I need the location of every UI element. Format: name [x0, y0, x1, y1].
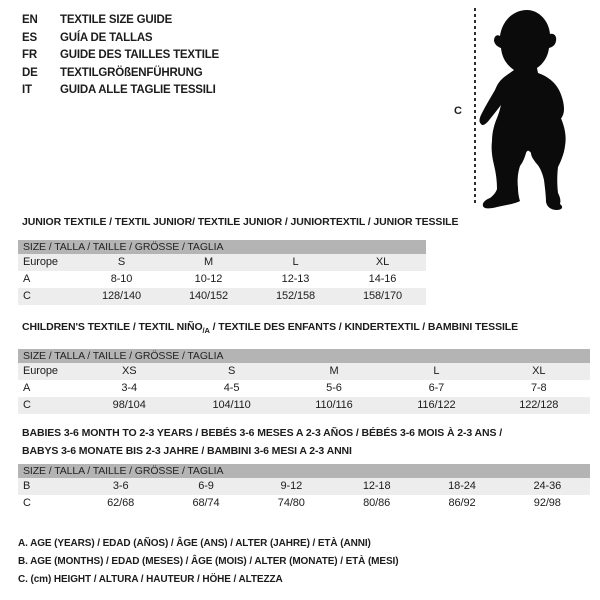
language-title: TEXTILGRÖßENFÜHRUNG: [60, 66, 203, 79]
babies-title-line2: BABYS 3-6 MONATE BIS 2-3 JAHRE / BAMBINI 3-6 MESI A 2-3 ANNI: [22, 445, 352, 457]
table-row: [18, 363, 590, 380]
size-value-cell: 140/152: [188, 290, 229, 302]
size-value-cell: 4-5: [223, 382, 240, 395]
footnote: B. AGE (MONTHS) / EDAD (MESES) / ÂGE (MOIS) / ALTER (MONATE) / ETÀ (MESI): [18, 556, 399, 567]
size-value-cell: 8-10: [110, 273, 133, 285]
size-value-cell: XS: [121, 365, 137, 378]
size-value-cell: 68/74: [192, 497, 220, 509]
babies-size-header-bar: SIZE / TALLA / TAILLE / GRÖSSE / TAGLIA: [18, 464, 590, 478]
row-label-cell: C: [23, 290, 31, 302]
size-value-cell: 98/104: [112, 399, 146, 412]
language-code: ES: [22, 31, 37, 44]
children-size-header-bar: SIZE / TALLA / TAILLE / GRÖSSE / TAGLIA: [18, 349, 590, 363]
junior-section-title: JUNIOR TEXTILE / TEXTIL JUNIOR/ TEXTILE JUNIOR / JUNIORTEXTIL / JUNIOR TESSILE: [22, 216, 459, 228]
row-label-cell: A: [23, 273, 31, 285]
table-row: [18, 288, 426, 305]
size-value-cell: 5-6: [326, 382, 342, 395]
table-row: [18, 478, 590, 495]
size-value-cell: 10-12: [194, 273, 223, 285]
language-code: FR: [22, 49, 37, 61]
babies-textile-section: [18, 424, 590, 512]
size-value-cell: 116/122: [417, 399, 456, 412]
size-value-cell: 6-7: [428, 382, 445, 395]
language-row: [22, 82, 219, 100]
size-value-cell: 80/86: [363, 497, 391, 509]
language-row: [22, 47, 219, 65]
size-value-cell: 18-24: [448, 480, 476, 492]
size-value-cell: 104/110: [212, 399, 251, 412]
size-value-cell: 158/170: [362, 290, 403, 302]
row-label-cell: Europe: [23, 365, 58, 378]
children-title-rest: / TEXTILE DES ENFANTS / KINDERTEXTIL / BAMBINI TESSILE: [209, 321, 519, 333]
language-title: GUIDE DES TAILLES TEXTILE: [60, 49, 219, 61]
row-label-cell: Europe: [23, 256, 58, 268]
row-label-cell: B: [23, 480, 31, 492]
baby-silhouette: [460, 2, 600, 217]
table-row: [18, 271, 426, 288]
size-value-cell: S: [227, 365, 236, 378]
size-value-cell: L: [433, 365, 440, 378]
language-title: TEXTILE SIZE GUIDE: [60, 14, 173, 26]
children-textile-section: [18, 322, 590, 414]
size-value-cell: 128/140: [101, 290, 142, 302]
size-value-cell: 152/158: [275, 290, 316, 302]
size-value-cell: 3-6: [112, 480, 129, 492]
row-label-cell: C: [23, 497, 31, 509]
size-value-cell: XL: [532, 365, 546, 378]
size-value-cell: 14-16: [368, 273, 397, 285]
language-row: [22, 12, 219, 30]
language-code: EN: [22, 14, 38, 26]
footnotes: [18, 535, 398, 589]
size-value-cell: 92/98: [533, 497, 561, 509]
size-value-cell: 3-4: [121, 382, 137, 395]
babies-size-table: [18, 478, 590, 512]
table-row: [18, 397, 590, 414]
children-title-subscript: /A: [202, 326, 210, 336]
row-label-cell: C: [23, 399, 31, 412]
size-value-cell: 12-18: [362, 480, 391, 492]
language-title: GUIDA ALLE TAGLIE TESSILI: [60, 84, 216, 96]
table-row: [18, 495, 590, 512]
size-value-cell: 7-8: [530, 382, 547, 395]
size-value-cell: S: [117, 256, 126, 268]
babies-title-line1: BABIES 3-6 MONTH TO 2-3 YEARS / BEBÉS 3-6 MESES A 2-3 AÑOS / BÉBÉS 3-6 MOIS À 2-3 ANS /: [22, 427, 503, 439]
size-value-cell: 122/128: [519, 399, 559, 412]
table-row: [18, 254, 426, 271]
size-value-cell: 12-13: [281, 273, 310, 285]
table-row: [18, 380, 590, 397]
language-row: [22, 30, 219, 48]
size-value-cell: 86/92: [448, 497, 476, 509]
height-measure-label: C: [454, 105, 462, 117]
size-value-cell: 24-36: [533, 480, 562, 492]
size-value-cell: 9-12: [280, 480, 303, 492]
language-code: DE: [22, 66, 38, 79]
language-list: [22, 12, 219, 100]
language-title: GUÍA DE TALLAS: [60, 31, 153, 44]
size-value-cell: M: [329, 365, 339, 378]
row-label-cell: A: [23, 382, 31, 395]
size-value-cell: XL: [375, 256, 390, 268]
size-value-cell: 110/116: [315, 399, 353, 412]
size-value-cell: M: [203, 256, 214, 268]
footnote: C. (cm) HEIGHT / ALTURA / HAUTEUR / HÖHE / ALTEZZA: [18, 574, 283, 585]
footnote: A. AGE (YEARS) / EDAD (AÑOS) / ÂGE (ANS) / ALTER (JAHRE) / ETÀ (ANNI): [18, 538, 371, 549]
size-value-cell: 6-9: [198, 480, 214, 492]
babies-section-title: [22, 424, 590, 460]
junior-size-table: [18, 254, 426, 305]
baby-figure: [450, 0, 600, 216]
junior-size-header-bar: SIZE / TALLA / TAILLE / GRÖSSE / TAGLIA: [18, 240, 426, 254]
children-size-table: [18, 363, 590, 414]
size-value-cell: 62/68: [107, 497, 135, 509]
size-value-cell: L: [292, 256, 299, 268]
children-section-title: [22, 322, 590, 336]
junior-textile-section: [18, 216, 459, 305]
language-code: IT: [22, 84, 32, 96]
size-value-cell: 74/80: [277, 497, 305, 509]
language-row: [22, 65, 219, 83]
children-title-main: CHILDREN'S TEXTILE / TEXTIL NIÑO: [22, 321, 203, 333]
